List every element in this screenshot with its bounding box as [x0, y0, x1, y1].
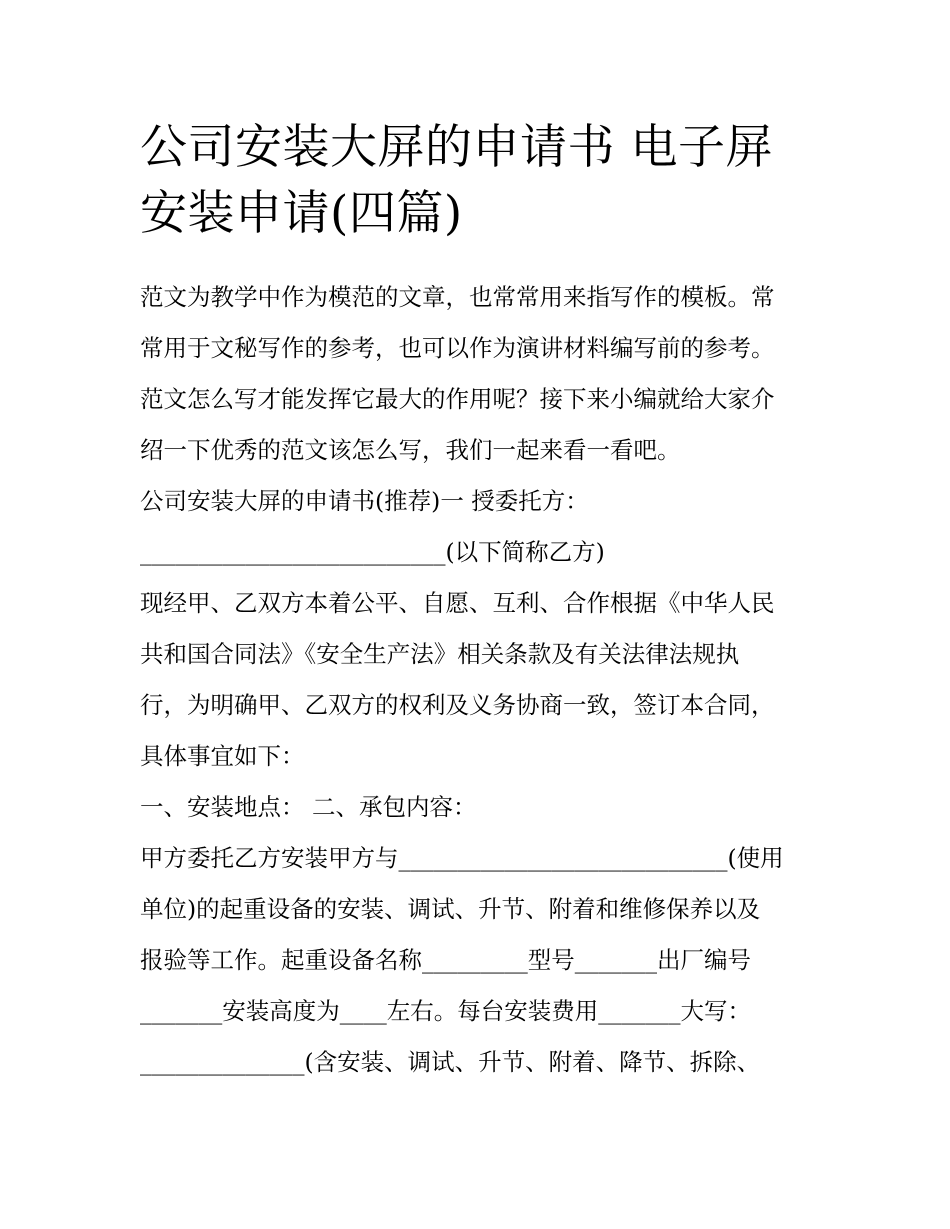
paragraph-line: 共和国合同法》《安全生产法》相关条款及有关法律法规执 — [140, 640, 740, 668]
intro-line: 常用于文秘写作的参考，也可以作为演讲材料编写前的参考。 — [140, 334, 775, 362]
clause-line: 报验等工作。起重设备名称_________型号_______出厂编号 — [140, 946, 751, 974]
paragraph-line: 现经甲、乙双方本着公平、自愿、互利、合作根据《中华人民 — [140, 589, 775, 617]
intro-line: 绍一下优秀的范文该怎么写，我们一起来看一看吧。 — [140, 436, 681, 464]
clause-line: 一、安装地点： 二、承包内容： — [140, 793, 477, 821]
clause-line: ______________(含安装、调试、升节、附着、降节、拆除、 — [140, 1048, 761, 1076]
document-body — [140, 272, 814, 1088]
title-line: 公司安装大屏的申请书 电子屏 — [140, 120, 773, 175]
title-line: 安装申请(四篇) — [140, 186, 463, 241]
clause-line: 单位)的起重设备的安装、调试、升节、附着和维修保养以及 — [140, 895, 761, 923]
document-title — [140, 115, 814, 247]
party-line: __________________________(以下简称乙方) — [140, 538, 605, 566]
section-heading: 公司安装大屏的申请书(推荐)一 授委托方： — [140, 487, 589, 515]
paragraph-line: 行，为明确甲、乙双方的权利及义务协商一致，签订本合同， — [140, 691, 775, 719]
clause-line: 甲方委托乙方安装甲方与____________________________(使用 — [140, 844, 784, 872]
intro-line: 范文怎么写才能发挥它最大的作用呢？接下来小编就给大家介 — [140, 385, 775, 413]
paragraph-line: 具体事宜如下： — [140, 742, 305, 770]
clause-line: _______安装高度为____左右。每台安装费用_______大写： — [140, 997, 751, 1025]
intro-line: 范文为教学中作为模范的文章，也常常用来指写作的模板。常 — [140, 283, 775, 311]
